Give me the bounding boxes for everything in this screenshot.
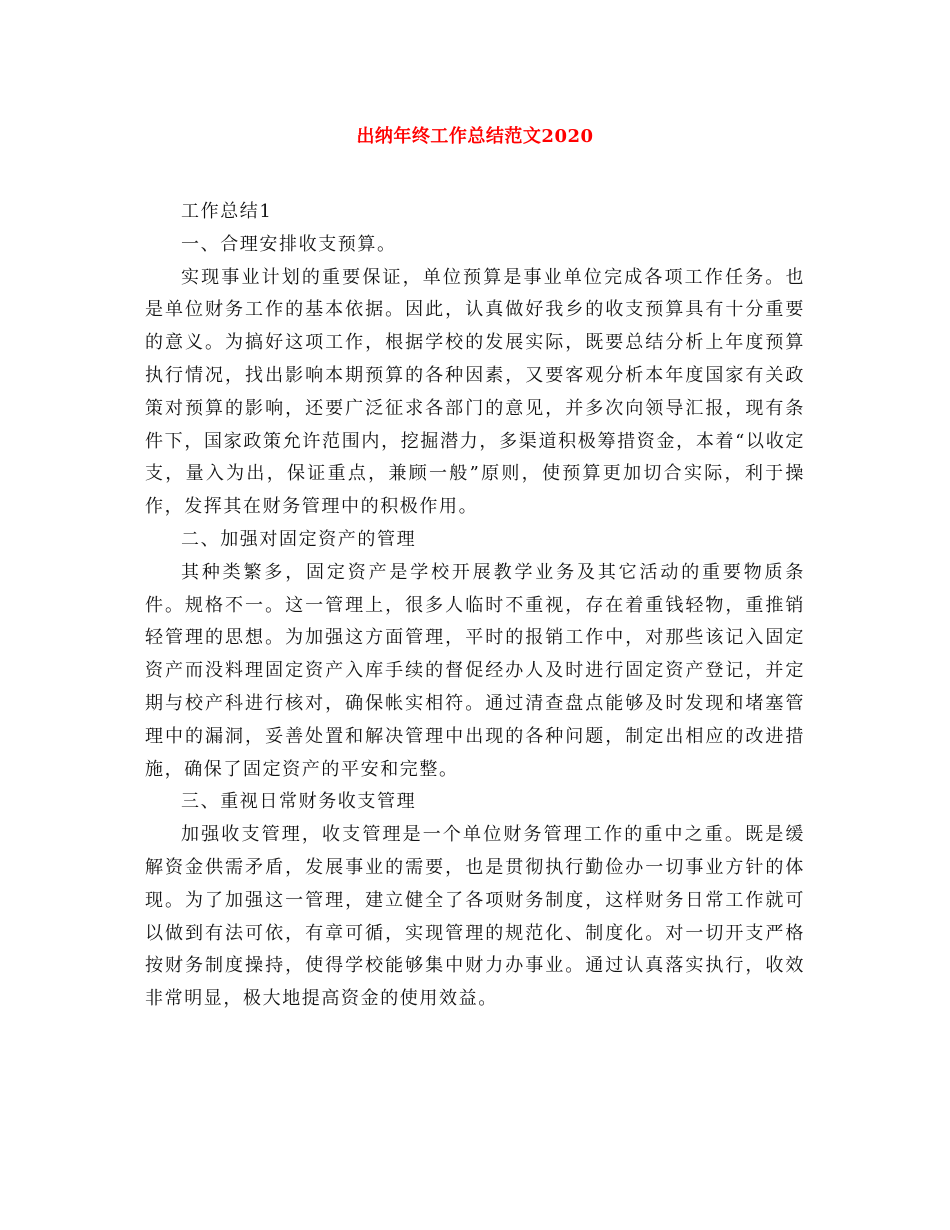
document-title: 出纳年终工作总结范文2020 — [356, 126, 594, 147]
body-paragraph: 其种类繁多，固定资产是学校开展教学业务及其它活动的重要物质条件。规格不一。这一管理上，很多人临时不重视，存在着重钱轻物，重推销轻管理的思想。为加强这方面管理，平时的报销工作中，对那些该记入固定资产而没料理固定资产入库手续的督促经办人及时进行固定资产登记，并定期与校产科进行核对，确保帐实相符。通过清查盘点能够及时发现和堵塞管理中的漏洞，妥善处置和解决管理中出现的各种问题，制定出相应的改进措施，确保了固定资产的平安和完整。 — [145, 561, 805, 780]
section-heading: 一、合理安排收支预算。 — [181, 233, 397, 255]
body-paragraph: 加强收支管理，收支管理是一个单位财务管理工作的重中之重。既是缓解资金供需矛盾，发展事业的需要，也是贯彻执行勤俭办一切事业方针的体现。为了加强这一管理，建立健全了各项财务制度，这样财务日常工作就可以做到有法可依，有章可循，实现管理的规范化、制度化。对一切开支严格按财务制度操持，使得学校能够集中财力办事业。通过认真落实执行，收效非常明显，极大地提高资金的使用效益。 — [145, 824, 805, 1010]
section-heading: 三、重视日常财务收支管理 — [181, 791, 417, 813]
body-paragraph: 实现事业计划的重要保证，单位预算是事业单位完成各项工作任务。也是单位财务工作的基本依据。因此，认真做好我乡的收支预算具有十分重要的意义。为搞好这项工作，根据学校的发展实际，既要总结分析上年度预算执行情况，找出影响本期预算的各种因素，又要客观分析本年度国家有关政策对预算的影响，还要广泛征求各部门的意见，并多次向领导汇报，现有条件下，国家政策允许范围内，挖掘潜力，多渠道积极筹措资金，本着“以收定支，量入为出，保证重点，兼顾一般”原则，使预算更加切合实际，利于操作，发挥其在财务管理中的积极作用。 — [145, 266, 805, 518]
section-heading: 工作总结1 — [181, 201, 273, 222]
section-heading: 二、加强对固定资产的管理 — [181, 528, 417, 550]
document-body — [145, 196, 805, 1016]
